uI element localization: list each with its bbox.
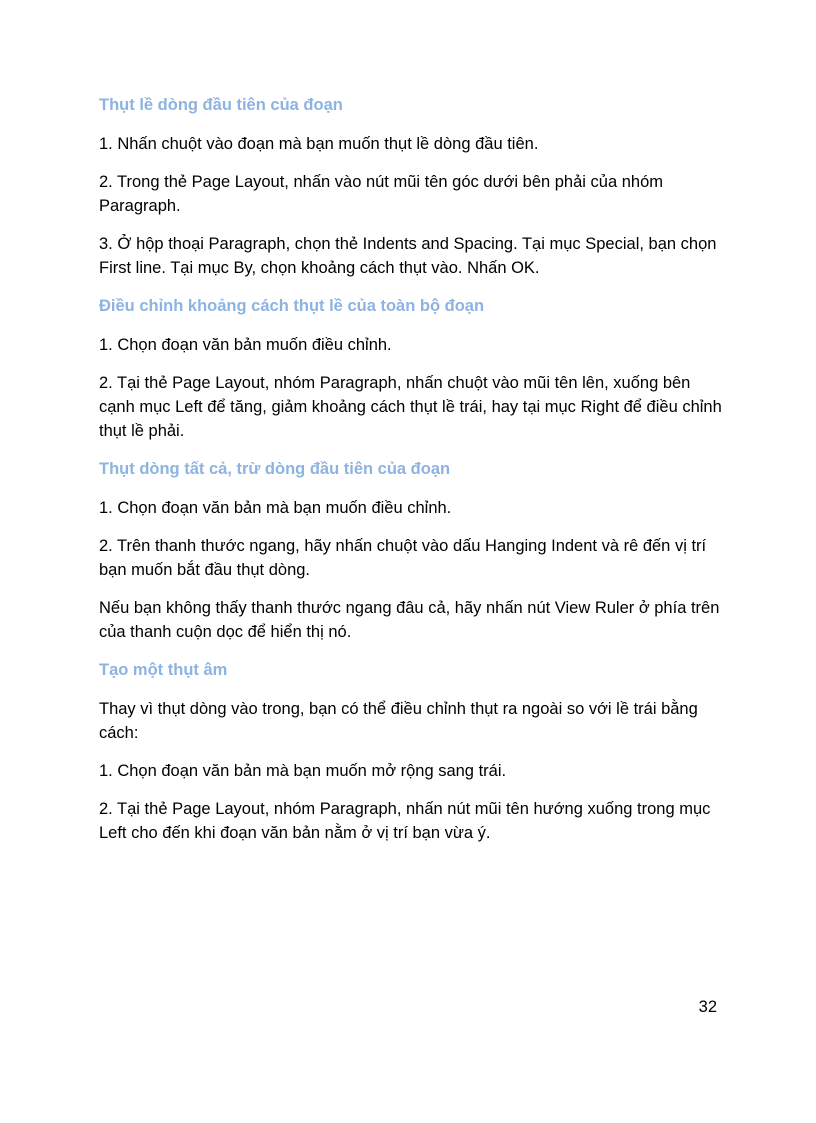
paragraph: 1. Nhấn chuột vào đoạn mà bạn muốn thụt lề dòng đầu tiên. [99, 135, 539, 153]
paragraph: 2. Trong thẻ Page Layout, nhấn vào nút mũi tên góc dưới bên phải của nhóm Paragraph. [99, 173, 663, 215]
paragraph: 2. Tại thẻ Page Layout, nhóm Paragraph, nhấn chuột vào mũi tên lên, xuống bên cạnh mục Left để tăng, giảm khoảng cách thụt lề trái, hay tại mục Right để điều chỉnh thụt lề phải. [99, 374, 722, 440]
paragraph: Nếu bạn không thấy thanh thước ngang đâu cả, hãy nhấn nút View Ruler ở phía trên của thanh cuộn dọc để hiển thị nó. [99, 599, 720, 641]
paragraph: 1. Chọn đoạn văn bản muốn điều chỉnh. [99, 336, 392, 354]
section-heading-whole-paragraph-indent: Điều chỉnh khoảng cách thụt lề của toàn bộ đoạn [99, 297, 485, 315]
paragraph: Thay vì thụt dòng vào trong, bạn có thể điều chỉnh thụt ra ngoài so với lề trái bằng cách: [99, 700, 698, 742]
section-heading-negative-indent: Tạo một thụt âm [99, 661, 228, 679]
section-heading-hanging-indent: Thụt dòng tất cả, trừ dòng đầu tiên của đoạn [99, 460, 451, 478]
section-heading-first-line-indent: Thụt lề dòng đầu tiên của đoạn [99, 96, 343, 114]
page-number: 32 [698, 998, 717, 1016]
paragraph: 1. Chọn đoạn văn bản mà bạn muốn điều chỉnh. [99, 499, 452, 517]
paragraph: 2. Trên thanh thước ngang, hãy nhấn chuột vào dấu Hanging Indent và rê đến vị trí bạn muốn bắt đầu thụt dòng. [99, 537, 707, 579]
paragraph: 3. Ở hộp thoại Paragraph, chọn thẻ Indents and Spacing. Tại mục Special, bạn chọn First line. Tại mục By, chọn khoảng cách thụt vào. Nhấn OK. [99, 235, 717, 277]
page-content [99, 93, 729, 859]
paragraph: 2. Tại thẻ Page Layout, nhóm Paragraph, nhấn nút mũi tên hướng xuống trong mục Left cho đến khi đoạn văn bản nằm ở vị trí bạn vừa ý. [99, 800, 711, 842]
paragraph: 1. Chọn đoạn văn bản mà bạn muốn mở rộng sang trái. [99, 762, 507, 780]
